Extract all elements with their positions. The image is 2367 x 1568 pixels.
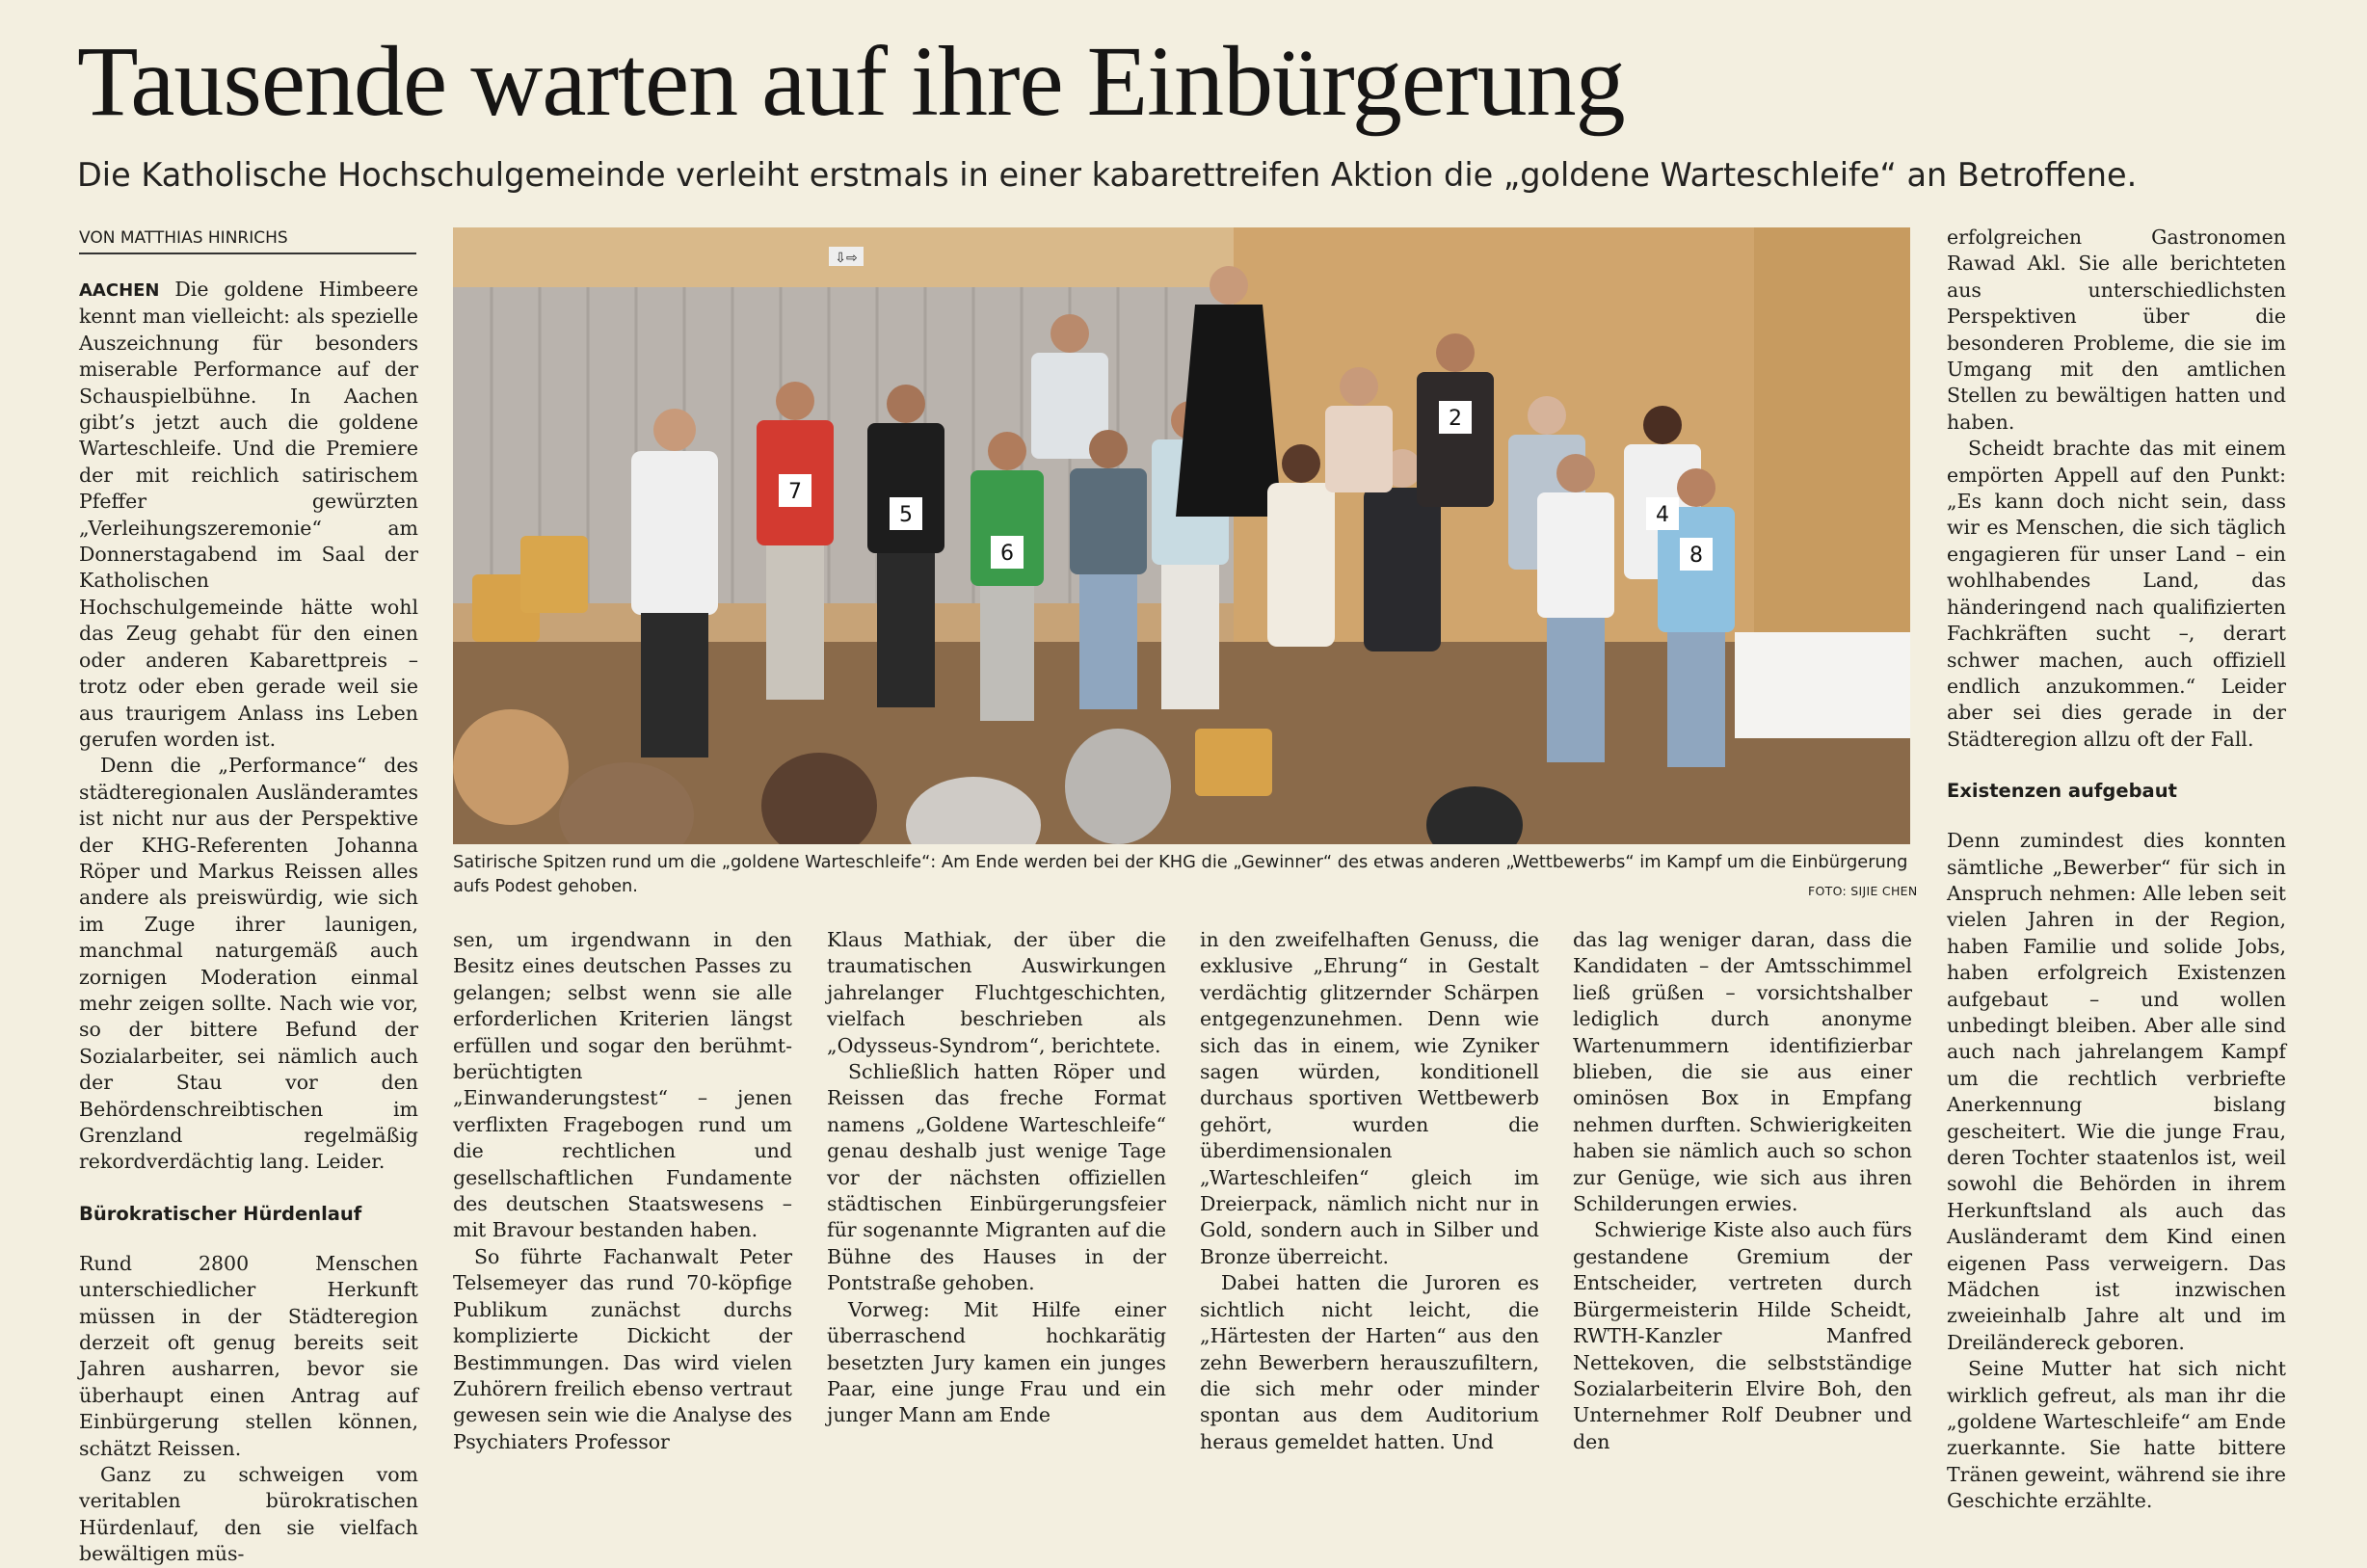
paragraph: erfolgreichen Gastronomen Rawad Akl. Sie alle berichteten aus unterschiedlichsten Perspektiven über die besonderen Probleme, die sie im Umgang mit den amtlichen Stellen zu bewältigen hatten und haben. [1947, 226, 2286, 434]
article-column-6 [1947, 225, 2286, 1515]
photo-caption: Satirische Spitzen rund um die „goldene Warteschleife“: Am Ende werden bei der KHG die „Gewinner“ des etwas anderen „Wettbewerbs“ im Kampf um die Einbürgerung aufs Podest gehoben. [453, 852, 1908, 896]
paragraph: Denn zumindest dies konnten sämtliche „Bewerber“ für sich in Anspruch nehmen: Alle leben seit vielen Jahren in der Region, haben Familie und solide Jobs, haben erfolgreich Existenzen aufgebaut – und wollen unbedingt bleiben. Aber alle sind auch nach jahrelangem Kampf um die rechtlich verbriefte Anerkennung bislang gescheitert. Wie die junge Frau, deren Tochter staatenlos ist, weil sowohl die Behörden in ihrem Herkunftsland als auch das Ausländeramt dem Kind einen eigenen Pass verweigern. Das Mädchen ist inzwischen zweieinhalb Jahre alt und im Dreiländereck geboren. [1947, 829, 2286, 1354]
headline: Tausende warten auf ihre Einbürgerung [77, 26, 1625, 137]
number-tag: 8 [1689, 544, 1703, 568]
number-tag: 2 [1449, 407, 1462, 431]
stage-photo-illustration [453, 227, 1910, 844]
paragraph: sen, um irgendwann in den Besitz eines deutschen Passes zu gelangen; selbst wenn sie alle erforderlichen Kriterien längst erfüllen und sogar den berühmt-berüchtigten „Einwanderungstest“ – jenen verflixten Fragebogen rund um die rechtlichen und gesellschaftlichen Fundamente des deutschen Staatswesens – mit Bravour bestanden haben. [453, 928, 792, 1242]
paragraph: das lag weniger daran, dass die Kandidaten – der Amtsschimmel ließ grüßen – vorsichtshalber lediglich durch anonyme Wartenummern identifizierbar blieben, die sie aus einer ominösen Box in Empfang nehmen durften. Schwierigkeiten haben sie nämlich auch so schon zur Genüge, wie sich aus ihren Schilderungen erwies. [1573, 928, 1912, 1216]
paragraph: Vorweg: Mit Hilfe einer überraschend hochkarätig besetzten Jury kamen ein junges Paar, eine junge Frau und ein junger Mann am Ende [827, 1297, 1166, 1427]
number-tag: 5 [899, 503, 913, 527]
article-column-5 [1573, 927, 1912, 1455]
number-tag: 6 [1000, 542, 1014, 566]
paragraph: Klaus Mathiak, der über die traumatischen Auswirkungen jahrelanger Fluchtgeschichten, vielfach beschrieben als „Odysseus-Syndrom“, berichtete. [827, 928, 1166, 1057]
article-column-3 [827, 927, 1166, 1429]
subheading: Existenzen aufgebaut [1947, 780, 2177, 803]
paragraph: Seine Mutter hat sich nicht wirklich gefreut, als man ihr die „goldene Warteschleife“ am Ende zuerkannte. Sie hatte bittere Tränen geweint, während sie ihre Geschichte erzählte. [1947, 1357, 2286, 1513]
photo-credit: FOTO: SIJIE CHEN [1808, 884, 1918, 898]
paragraph: Rund 2800 Menschen unterschiedlicher Herkunft müssen in der Städteregion derzeit oft genug bereits seit Jahren ausharren, bevor sie überhaupt einen Antrag auf Einbürgerung stellen können, schätzt Reissen. [79, 1251, 418, 1460]
paragraph: in den zweifelhaften Genuss, die exklusive „Ehrung“ in Gestalt verdächtig glitzernder Schärpen entgegenzunehmen. Denn wie sich das in einem, wie Zyniker sagen würden, konditionell durchaus sportiven Wettbewerb gehört, wurden die überdimensionalen „Warteschleifen“ gleich im Dreierpack, nämlich nicht nur in Gold, sondern auch in Silber und Bronze überreicht. [1200, 928, 1539, 1268]
paragraph: Denn die „Performance“ des städteregionalen Ausländeramtes ist nicht nur aus der Perspektive der KHG-Referenten Johanna Röper und Markus Reissen alles andere als preiswürdig, wie sich im Zuge ihrer launigen, manchmal naturgemäß auch zornigen Moderation einmal mehr zeigen sollte. Nach wie vor, so der bittere Befund der Sozialarbeiter, sei nämlich auch der Stau vor den Behördenschreibtischen im Grenzland regelmäßig rekordverdächtig lang. Leider. [79, 754, 418, 1174]
article-column-2 [453, 927, 792, 1455]
exit-sign-text: ⇩⇨ [835, 251, 858, 266]
number-tag: 7 [788, 480, 802, 504]
paragraph: Scheidt brachte das mit einem empörten Appell auf den Punkt: „Es kann doch nicht sein, dass wir es Menschen, die sich täglich engagieren für unser Land – ein wohlhabendes Land, das händeringend nach qualifizierten Fachkräften sucht –, derart schwer machen, auch offiziell endlich anzukommen.“ Leider aber sei dies gerade in der Städteregion allzu oft der Fall. [1947, 437, 2286, 751]
paragraph: AACHEN Die goldene Himbeere kennt man vielleicht: als spezielle Auszeichnung für besonders miserable Performance auf der Schauspielbühne. In Aachen gibt’s jetzt auch die goldene Warteschleife. Und die Premiere der mit reichlich satirischem Pfeffer gewürzten „Verleihungszeremonie“ am Donnerstagabend im Saal der Katholischen Hochschulgemeinde hätte wohl das Zeug gehabt für den einen oder anderen Kabarettpreis – trotz oder eben gerade weil sie aus traurigem Anlass ins Leben gerufen worden ist. [79, 278, 418, 751]
dateline: AACHEN [79, 280, 160, 301]
article-photo [453, 227, 1910, 844]
paragraph: Ganz zu schweigen vom veritablen bürokratischen Hürdenlauf, den sie vielfach bewältigen müs- [79, 1463, 418, 1566]
subheading: Bürokratischer Hürdenlauf [79, 1202, 362, 1225]
number-tag: 4 [1656, 503, 1669, 527]
byline: VON MATTHIAS HINRICHS [79, 227, 416, 254]
article-column-1 [79, 277, 418, 1568]
subheadline: Die Katholische Hochschulgemeinde verleiht erstmals in einer kabarettreifen Aktion die „goldene Warteschleife“ an Betroffene. [77, 156, 2138, 194]
paragraph: So führte Fachanwalt Peter Telsemeyer das rund 70-köpfige Publikum zunächst durchs komplizierte Dickicht der Bestimmungen. Das wird vielen Zuhörern freilich ebenso vertraut gewesen sein wie die Analyse des Psychiaters Professor [453, 1244, 792, 1453]
paragraph: Dabei hatten die Juroren es sichtlich nicht leicht, die „Härtesten der Harten“ aus den zehn Bewerbern herauszufiltern, die sich mehr oder minder spontan aus dem Auditorium heraus gemeldet hatten. Und [1200, 1271, 1539, 1453]
paragraph: Schließlich hatten Röper und Reissen das freche Format namens „Goldene Warteschleife“ genau deshalb just wenige Tage vor der nächsten offiziellen städtischen Einbürgerungsfeier für sogenannte Migranten auf die Bühne des Hauses in der Pontstraße gehoben. [827, 1060, 1166, 1295]
paragraph: Schwierige Kiste also auch fürs gestandene Gremium der Entscheider, vertreten durch Bürgermeisterin Hilde Scheidt, RWTH-Kanzler Manfred Nettekoven, die selbstständige Sozialarbeiterin Elvire Boh, den Unternehmer Rolf Deubner und den [1573, 1218, 1912, 1453]
article-column-4 [1200, 927, 1539, 1455]
